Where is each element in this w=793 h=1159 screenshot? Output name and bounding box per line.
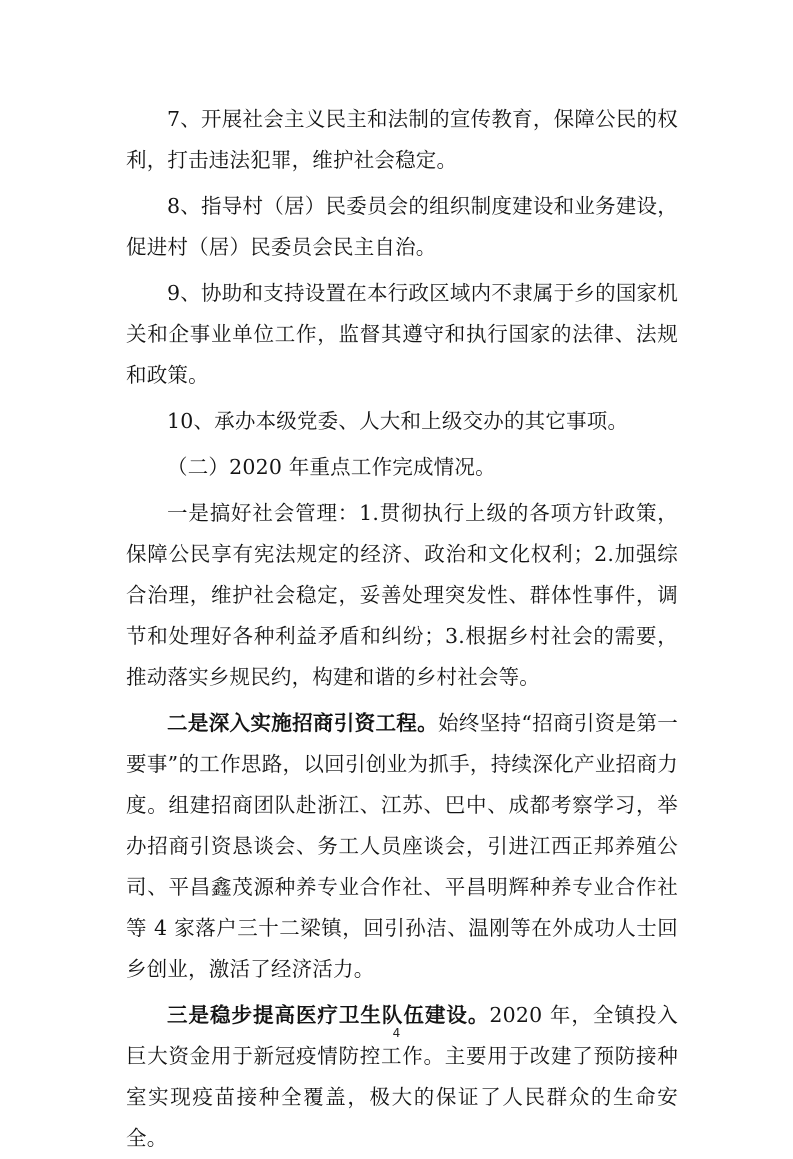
duty-item-9: 9、协助和支持设置在本行政区域内不隶属于乡的国家机关和企事业单位工作，监督其遵守和执行国家的法律、法规和政策。 [126, 281, 678, 387]
work-investment-body: 始终坚持“招商引资是第一要事”的工作思路，以回引创业为抓手，持续深化产业招商力度。组建招商团队赴浙江、江苏、巴中、成都考察学习，举办招商引资恳谈会、务工人员座谈会，引进江西正邦养殖公司、平昌鑫茂源种养专业合作社、平昌明辉种养专业合作社等 4 家落户三十二梁镇，回引孙洁、温刚等在外成功人士回乡创业，激活了经济活力。 [126, 711, 678, 981]
work-investment-lead: 二是深入实施招商引资工程。 [167, 711, 438, 735]
work-healthcare-lead: 三是稳步提高医疗卫生队伍建设。 [167, 1003, 490, 1027]
duty-item-10: 10、承办本级党委、人大和上级交办的其它事项。 [167, 409, 629, 433]
page-number: 4 [392, 1026, 401, 1040]
document-body [126, 99, 678, 1159]
work-social-management: 一是搞好社会管理：1.贯彻执行上级的各项方针政策，保障公民享有宪法规定的经济、政治和文化权利；2.加强综合治理，维护社会稳定，妥善处理突发性、群体性事件，调节和处理好各种利益矛盾和纠纷；3.根据乡村社会的需要，推动落实乡规民约，构建和谐的乡村社会等。 [126, 501, 678, 689]
duty-item-7: 7、开展社会主义民主和法制的宣传教育，保障公民的权利，打击违法犯罪，维护社会稳定。 [126, 107, 678, 172]
work-healthcare-body: 2020 年，全镇投入巨大资金用于新冠疫情防控工作。主要用于改建了预防接种室实现疫苗接种全覆盖，极大的保证了人民群众的生命安全。 [126, 1003, 679, 1150]
work-investment [126, 703, 678, 990]
work-healthcare [126, 995, 678, 1159]
duty-item-8: 8、指导村（居）民委员会的组织制度建设和业务建设，促进村（居）民委员会民主自治。 [126, 194, 678, 259]
section-heading: （二）2020 年重点工作完成情况。 [167, 455, 496, 479]
